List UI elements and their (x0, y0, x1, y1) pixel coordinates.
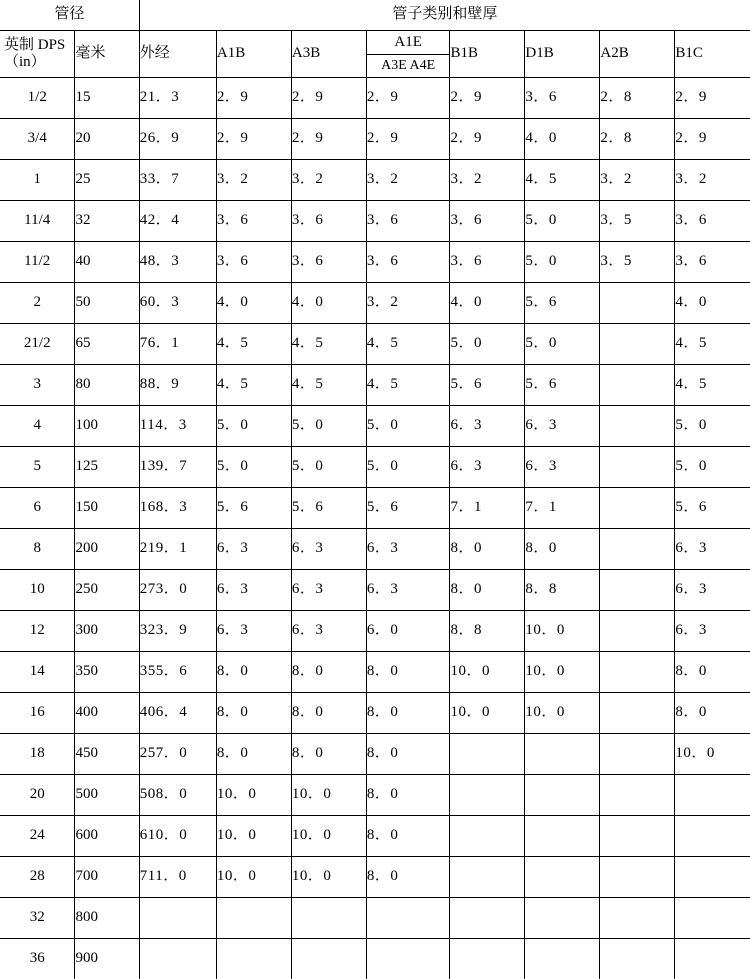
cell-outer-diameter: 60．3 (139, 283, 216, 324)
cell-outer-diameter: 48．3 (139, 242, 216, 283)
cell-a1e: 8．0 (366, 816, 450, 857)
cell-a1e: 8．0 (366, 734, 450, 775)
cell-inch: 24 (0, 816, 75, 857)
cell-a1e: 2．9 (366, 119, 450, 160)
cell-outer-diameter: 21．3 (139, 78, 216, 119)
cell-inch: 16 (0, 693, 75, 734)
cell-b1b: 7．1 (450, 488, 525, 529)
cell-mm: 150 (75, 488, 139, 529)
cell-inch: 1/2 (0, 78, 75, 119)
cell-b1c: 2．9 (675, 119, 750, 160)
cell-b1c (675, 775, 750, 816)
cell-mm: 50 (75, 283, 139, 324)
cell-a1b: 3．2 (216, 160, 291, 201)
cell-b1c: 2．9 (675, 78, 750, 119)
cell-a2b (600, 570, 675, 611)
cell-mm: 200 (75, 529, 139, 570)
cell-b1b: 3．2 (450, 160, 525, 201)
cell-a3b: 4．5 (291, 324, 366, 365)
cell-a3b: 8．0 (291, 652, 366, 693)
cell-a2b: 3．5 (600, 242, 675, 283)
cell-b1b (450, 939, 525, 979)
cell-a2b (600, 734, 675, 775)
cell-a2b (600, 611, 675, 652)
cell-inch: 14 (0, 652, 75, 693)
cell-outer-diameter (139, 939, 216, 979)
cell-d1b: 8．0 (525, 529, 600, 570)
table-row (0, 734, 750, 775)
cell-a1b: 6．3 (216, 570, 291, 611)
header-col-inch-line1: 英制 DPS (0, 37, 74, 54)
table-row (0, 160, 750, 201)
table-row (0, 242, 750, 283)
cell-a1e: 8．0 (366, 693, 450, 734)
cell-mm: 20 (75, 119, 139, 160)
cell-b1b: 8．8 (450, 611, 525, 652)
cell-inch: 3 (0, 365, 75, 406)
cell-a1b: 3．6 (216, 201, 291, 242)
header-group-diameter: 管径 (0, 0, 139, 31)
table-body (0, 78, 750, 979)
cell-a2b (600, 488, 675, 529)
cell-mm: 15 (75, 78, 139, 119)
cell-b1b: 10．0 (450, 652, 525, 693)
cell-a2b (600, 816, 675, 857)
cell-mm: 800 (75, 898, 139, 939)
cell-a2b: 3．5 (600, 201, 675, 242)
cell-b1b: 6．3 (450, 406, 525, 447)
table-row (0, 488, 750, 529)
cell-a3b (291, 939, 366, 979)
cell-inch: 32 (0, 898, 75, 939)
cell-inch: 3/4 (0, 119, 75, 160)
header-col-a1b: A1B (216, 31, 291, 78)
cell-d1b: 4．0 (525, 119, 600, 160)
header-col-a3b: A3B (291, 31, 366, 78)
cell-a2b (600, 365, 675, 406)
cell-a1e: 6．3 (366, 570, 450, 611)
cell-a1e: 5．0 (366, 447, 450, 488)
cell-a1e: 5．0 (366, 406, 450, 447)
cell-d1b: 5．0 (525, 324, 600, 365)
cell-a1e: 8．0 (366, 857, 450, 898)
cell-a3b: 10．0 (291, 816, 366, 857)
table-row (0, 570, 750, 611)
header-col-inch (0, 31, 75, 78)
cell-d1b: 10．0 (525, 611, 600, 652)
cell-a1e: 4．5 (366, 324, 450, 365)
cell-a1b: 10．0 (216, 816, 291, 857)
cell-b1c: 5．6 (675, 488, 750, 529)
cell-d1b (525, 816, 600, 857)
cell-b1b: 6．3 (450, 447, 525, 488)
cell-mm: 600 (75, 816, 139, 857)
header-col-a1e-sub: A3E A4E (367, 55, 450, 77)
table-row (0, 611, 750, 652)
cell-b1c: 10．0 (675, 734, 750, 775)
cell-a1b: 2．9 (216, 119, 291, 160)
cell-d1b: 3．6 (525, 78, 600, 119)
header-col-outer-diameter: 外经 (139, 31, 216, 78)
table-row (0, 78, 750, 119)
cell-a3b: 3．2 (291, 160, 366, 201)
cell-d1b (525, 857, 600, 898)
cell-b1c: 8．0 (675, 652, 750, 693)
cell-a3b: 6．3 (291, 570, 366, 611)
cell-mm: 125 (75, 447, 139, 488)
cell-mm: 32 (75, 201, 139, 242)
cell-b1b: 8．0 (450, 529, 525, 570)
cell-d1b (525, 939, 600, 979)
table-row (0, 857, 750, 898)
header-col-a2b: A2B (600, 31, 675, 78)
cell-b1c: 6．3 (675, 611, 750, 652)
cell-outer-diameter: 508．0 (139, 775, 216, 816)
cell-a1b: 2．9 (216, 78, 291, 119)
cell-mm: 100 (75, 406, 139, 447)
cell-outer-diameter: 76．1 (139, 324, 216, 365)
table-row (0, 447, 750, 488)
cell-mm: 250 (75, 570, 139, 611)
cell-a1b: 5．0 (216, 447, 291, 488)
cell-outer-diameter (139, 898, 216, 939)
table-row (0, 119, 750, 160)
header-col-b1b: B1B (450, 31, 525, 78)
cell-d1b: 5．0 (525, 242, 600, 283)
cell-mm: 500 (75, 775, 139, 816)
table-row (0, 693, 750, 734)
cell-a3b: 5．0 (291, 406, 366, 447)
cell-a1b: 3．6 (216, 242, 291, 283)
cell-inch: 20 (0, 775, 75, 816)
cell-mm: 40 (75, 242, 139, 283)
cell-a3b: 5．6 (291, 488, 366, 529)
header-col-a1e (366, 31, 450, 78)
cell-a1e (366, 939, 450, 979)
cell-d1b: 7．1 (525, 488, 600, 529)
cell-d1b: 5．6 (525, 365, 600, 406)
cell-d1b: 4．5 (525, 160, 600, 201)
cell-a3b: 3．6 (291, 242, 366, 283)
cell-b1b: 10．0 (450, 693, 525, 734)
header-sub-row (0, 31, 750, 78)
cell-mm: 900 (75, 939, 139, 979)
cell-a3b: 10．0 (291, 857, 366, 898)
cell-d1b: 8．8 (525, 570, 600, 611)
cell-a1b: 5．6 (216, 488, 291, 529)
table-row (0, 324, 750, 365)
cell-a1b: 6．3 (216, 529, 291, 570)
cell-b1b (450, 898, 525, 939)
cell-outer-diameter: 33．7 (139, 160, 216, 201)
header-col-a1e-stack (367, 31, 450, 77)
cell-a1b: 4．0 (216, 283, 291, 324)
cell-a3b: 10．0 (291, 775, 366, 816)
cell-outer-diameter: 42．4 (139, 201, 216, 242)
cell-inch: 18 (0, 734, 75, 775)
cell-mm: 400 (75, 693, 139, 734)
cell-inch: 12 (0, 611, 75, 652)
cell-a1e: 4．5 (366, 365, 450, 406)
cell-a2b (600, 652, 675, 693)
table-row (0, 816, 750, 857)
cell-outer-diameter: 273．0 (139, 570, 216, 611)
cell-a3b: 3．6 (291, 201, 366, 242)
cell-a2b (600, 283, 675, 324)
cell-outer-diameter: 139．7 (139, 447, 216, 488)
cell-b1b: 4．0 (450, 283, 525, 324)
cell-b1c: 6．3 (675, 570, 750, 611)
cell-a1e: 5．6 (366, 488, 450, 529)
cell-a1b: 6．3 (216, 611, 291, 652)
cell-a1b: 4．5 (216, 324, 291, 365)
cell-b1c: 6．3 (675, 529, 750, 570)
cell-mm: 450 (75, 734, 139, 775)
table-row (0, 775, 750, 816)
cell-a2b (600, 406, 675, 447)
cell-b1c: 5．0 (675, 406, 750, 447)
cell-a1b: 10．0 (216, 857, 291, 898)
cell-b1b (450, 857, 525, 898)
cell-b1c: 8．0 (675, 693, 750, 734)
cell-inch: 11/4 (0, 201, 75, 242)
cell-inch: 11/2 (0, 242, 75, 283)
header-group-row (0, 0, 750, 31)
cell-outer-diameter: 88．9 (139, 365, 216, 406)
cell-outer-diameter: 219．1 (139, 529, 216, 570)
cell-a2b (600, 324, 675, 365)
table-row (0, 365, 750, 406)
cell-a2b (600, 857, 675, 898)
cell-inch: 21/2 (0, 324, 75, 365)
cell-outer-diameter: 26．9 (139, 119, 216, 160)
cell-b1b: 2．9 (450, 78, 525, 119)
cell-a1b: 8．0 (216, 693, 291, 734)
cell-outer-diameter: 257．0 (139, 734, 216, 775)
cell-inch: 5 (0, 447, 75, 488)
cell-a2b: 2．8 (600, 78, 675, 119)
cell-mm: 700 (75, 857, 139, 898)
cell-a3b: 2．9 (291, 119, 366, 160)
cell-b1b (450, 816, 525, 857)
cell-a1e: 6．3 (366, 529, 450, 570)
cell-a1b: 10．0 (216, 775, 291, 816)
cell-a1e: 3．6 (366, 201, 450, 242)
cell-b1b: 3．6 (450, 242, 525, 283)
cell-a1e: 3．2 (366, 160, 450, 201)
header-col-b1c: B1C (675, 31, 750, 78)
table-row (0, 939, 750, 979)
cell-a3b: 4．0 (291, 283, 366, 324)
cell-a2b (600, 529, 675, 570)
cell-inch: 1 (0, 160, 75, 201)
cell-a1e: 8．0 (366, 775, 450, 816)
cell-d1b: 10．0 (525, 652, 600, 693)
table-row (0, 201, 750, 242)
cell-a1b: 8．0 (216, 734, 291, 775)
cell-mm: 350 (75, 652, 139, 693)
cell-d1b (525, 898, 600, 939)
cell-b1b: 3．6 (450, 201, 525, 242)
cell-mm: 80 (75, 365, 139, 406)
cell-mm: 65 (75, 324, 139, 365)
cell-a3b (291, 898, 366, 939)
cell-a2b: 3．2 (600, 160, 675, 201)
cell-d1b (525, 775, 600, 816)
cell-outer-diameter: 610．0 (139, 816, 216, 857)
cell-a2b: 2．8 (600, 119, 675, 160)
cell-mm: 300 (75, 611, 139, 652)
cell-inch: 28 (0, 857, 75, 898)
cell-a3b: 5．0 (291, 447, 366, 488)
cell-d1b: 6．3 (525, 447, 600, 488)
cell-inch: 4 (0, 406, 75, 447)
cell-b1c: 3．6 (675, 201, 750, 242)
cell-b1c: 3．2 (675, 160, 750, 201)
cell-a1b: 4．5 (216, 365, 291, 406)
cell-b1b: 2．9 (450, 119, 525, 160)
cell-a1e: 2．9 (366, 78, 450, 119)
cell-inch: 6 (0, 488, 75, 529)
cell-a2b (600, 693, 675, 734)
cell-a3b: 6．3 (291, 611, 366, 652)
cell-a3b: 4．5 (291, 365, 366, 406)
cell-a1b: 8．0 (216, 652, 291, 693)
cell-outer-diameter: 114．3 (139, 406, 216, 447)
cell-a2b (600, 775, 675, 816)
cell-a1e: 8．0 (366, 652, 450, 693)
cell-b1c: 3．6 (675, 242, 750, 283)
cell-b1c (675, 816, 750, 857)
cell-d1b: 10．0 (525, 693, 600, 734)
cell-outer-diameter: 323．9 (139, 611, 216, 652)
cell-a3b: 6．3 (291, 529, 366, 570)
cell-a1e: 3．6 (366, 242, 450, 283)
cell-outer-diameter: 406．4 (139, 693, 216, 734)
cell-a1e (366, 898, 450, 939)
cell-a2b (600, 447, 675, 488)
cell-a1e: 6．0 (366, 611, 450, 652)
cell-outer-diameter: 711．0 (139, 857, 216, 898)
cell-b1b: 5．0 (450, 324, 525, 365)
header-col-d1b: D1B (525, 31, 600, 78)
cell-b1c (675, 857, 750, 898)
cell-b1c (675, 939, 750, 979)
cell-b1c: 4．0 (675, 283, 750, 324)
cell-a2b (600, 898, 675, 939)
table-row (0, 652, 750, 693)
cell-a1b (216, 939, 291, 979)
cell-a1e: 3．2 (366, 283, 450, 324)
cell-outer-diameter: 355．6 (139, 652, 216, 693)
table-row (0, 406, 750, 447)
cell-d1b: 5．6 (525, 283, 600, 324)
header-col-mm: 毫米 (75, 31, 139, 78)
cell-inch: 8 (0, 529, 75, 570)
table-header (0, 0, 750, 78)
cell-a2b (600, 939, 675, 979)
cell-mm: 25 (75, 160, 139, 201)
cell-a3b: 8．0 (291, 734, 366, 775)
cell-a3b: 8．0 (291, 693, 366, 734)
cell-b1b (450, 775, 525, 816)
cell-b1c: 5．0 (675, 447, 750, 488)
header-group-type-thickness: 管子类别和壁厚 (139, 0, 750, 31)
table-row (0, 898, 750, 939)
cell-b1b: 5．6 (450, 365, 525, 406)
header-col-inch-line2: （in） (0, 54, 74, 71)
cell-d1b (525, 734, 600, 775)
cell-b1b: 8．0 (450, 570, 525, 611)
cell-d1b: 6．3 (525, 406, 600, 447)
cell-b1b (450, 734, 525, 775)
cell-inch: 36 (0, 939, 75, 979)
table-row (0, 283, 750, 324)
cell-outer-diameter: 168．3 (139, 488, 216, 529)
table-row (0, 529, 750, 570)
cell-d1b: 5．0 (525, 201, 600, 242)
header-col-a1e-top: A1E (367, 31, 450, 55)
cell-a3b: 2．9 (291, 78, 366, 119)
cell-b1c (675, 898, 750, 939)
cell-b1c: 4．5 (675, 365, 750, 406)
cell-inch: 10 (0, 570, 75, 611)
cell-inch: 2 (0, 283, 75, 324)
cell-a1b: 5．0 (216, 406, 291, 447)
cell-a1b (216, 898, 291, 939)
cell-b1c: 4．5 (675, 324, 750, 365)
